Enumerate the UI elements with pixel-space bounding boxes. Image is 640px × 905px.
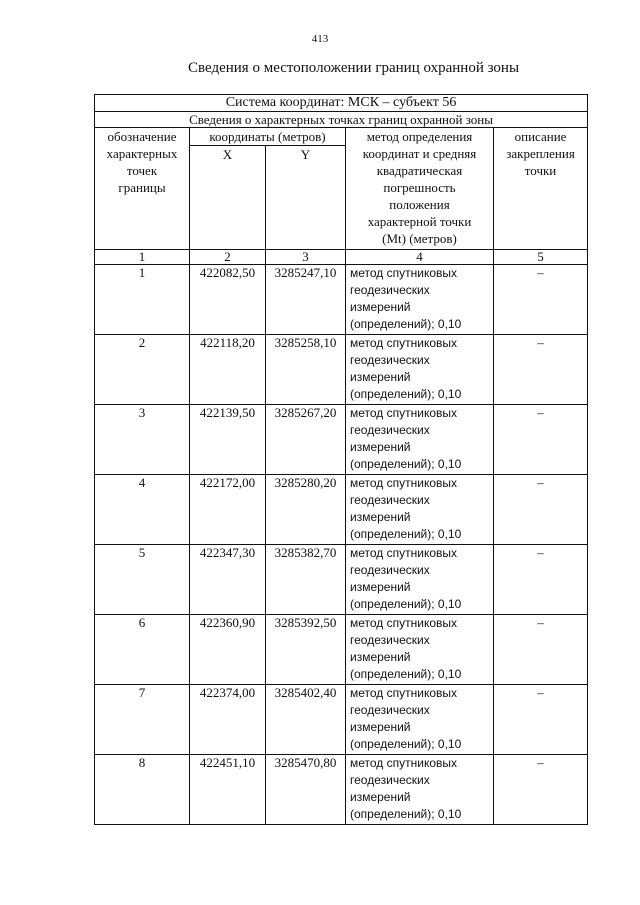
point-cell: 2 <box>95 335 190 405</box>
table-subtitle: Сведения о характерных точках границ охранной зоны <box>95 112 588 128</box>
table-subtitle-row <box>95 112 588 128</box>
point-cell: 5 <box>95 545 190 615</box>
x-coordinate-cell: 422172,00 <box>190 475 266 545</box>
x-coordinate-cell: 422347,30 <box>190 545 266 615</box>
point-cell: 4 <box>95 475 190 545</box>
y-coordinate-cell: 3285258,10 <box>266 335 346 405</box>
point-cell: 8 <box>95 755 190 825</box>
x-coordinate-cell: 422139,50 <box>190 405 266 475</box>
method-cell: метод спутниковых геодезических измерений (определений); 0,10 <box>346 615 494 685</box>
header-x: X <box>190 146 266 250</box>
description-cell: – <box>494 615 588 685</box>
description-cell: – <box>494 265 588 335</box>
table-row <box>95 545 588 615</box>
header-description: описание закрепления точки <box>494 128 588 250</box>
table-row <box>95 265 588 335</box>
method-cell: метод спутниковых геодезических измерений (определений); 0,10 <box>346 475 494 545</box>
description-cell: – <box>494 335 588 405</box>
method-cell: метод спутниковых геодезических измерений (определений); 0,10 <box>346 265 494 335</box>
method-cell: метод спутниковых геодезических измерений (определений); 0,10 <box>346 755 494 825</box>
header-coordinates-group: координаты (метров) <box>190 128 346 146</box>
page-number: 413 <box>311 33 329 45</box>
header-method: метод определения координат и средняя квадратическая погрешность положения характерной точки (Mt) (метров) <box>346 128 494 250</box>
method-cell: метод спутниковых геодезических измерений (определений); 0,10 <box>346 685 494 755</box>
x-coordinate-cell: 422374,00 <box>190 685 266 755</box>
table-row <box>95 685 588 755</box>
column-number: 1 <box>95 250 190 265</box>
y-coordinate-cell: 3285392,50 <box>266 615 346 685</box>
description-cell: – <box>494 405 588 475</box>
description-cell: – <box>494 545 588 615</box>
table-row <box>95 615 588 685</box>
x-coordinate-cell: 422451,10 <box>190 755 266 825</box>
x-coordinate-cell: 422360,90 <box>190 615 266 685</box>
table-row <box>95 755 588 825</box>
description-cell: – <box>494 475 588 545</box>
y-coordinate-cell: 3285280,20 <box>266 475 346 545</box>
point-cell: 6 <box>95 615 190 685</box>
description-cell: – <box>494 755 588 825</box>
y-coordinate-cell: 3285470,80 <box>266 755 346 825</box>
table-row <box>95 475 588 545</box>
y-coordinate-cell: 3285382,70 <box>266 545 346 615</box>
method-cell: метод спутниковых геодезических измерений (определений); 0,10 <box>346 335 494 405</box>
table-row <box>95 335 588 405</box>
coordinates-table <box>94 94 588 825</box>
header-point-designation: обозначение характерных точек границы <box>95 128 190 250</box>
point-cell: 3 <box>95 405 190 475</box>
column-number: 4 <box>346 250 494 265</box>
point-cell: 7 <box>95 685 190 755</box>
coordinate-system-title: Система координат: МСК – субъект 56 <box>95 95 588 112</box>
column-number: 3 <box>266 250 346 265</box>
document-title: Сведения о местоположении границ охранной зоны <box>188 60 520 76</box>
y-coordinate-cell: 3285247,10 <box>266 265 346 335</box>
header-row-top <box>95 128 588 146</box>
point-cell: 1 <box>95 265 190 335</box>
method-cell: метод спутниковых геодезических измерений (определений); 0,10 <box>346 545 494 615</box>
table-row <box>95 405 588 475</box>
header-y: Y <box>266 146 346 250</box>
method-cell: метод спутниковых геодезических измерений (определений); 0,10 <box>346 405 494 475</box>
description-cell: – <box>494 685 588 755</box>
x-coordinate-cell: 422118,20 <box>190 335 266 405</box>
y-coordinate-cell: 3285402,40 <box>266 685 346 755</box>
column-number: 5 <box>494 250 588 265</box>
column-numbers-row <box>95 250 588 265</box>
table-title-row <box>95 95 588 112</box>
x-coordinate-cell: 422082,50 <box>190 265 266 335</box>
y-coordinate-cell: 3285267,20 <box>266 405 346 475</box>
column-number: 2 <box>190 250 266 265</box>
